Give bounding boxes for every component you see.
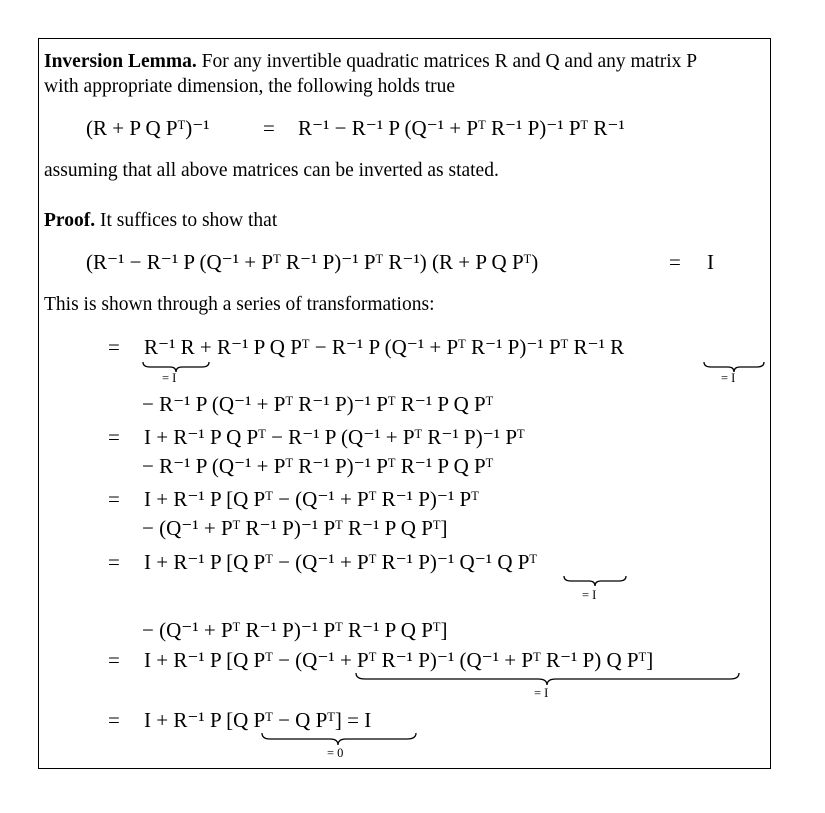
step1-underbrace-2-label: = I (721, 371, 736, 385)
lemma-assumption: assuming that all above matrices can be inverted as stated. (44, 160, 499, 181)
lemma-equation-lhs: (R + P Q Pᵀ)⁻¹ (86, 116, 210, 140)
step4-line-b: − (Q⁻¹ + Pᵀ R⁻¹ P)⁻¹ Pᵀ R⁻¹ P Q Pᵀ] (142, 618, 448, 642)
lemma-line-1 (44, 52, 697, 72)
step3-line-a: I + R⁻¹ P [Q Pᵀ − (Q⁻¹ + Pᵀ R⁻¹ P)⁻¹ Pᵀ (144, 487, 479, 511)
lemma-title: Inversion Lemma. (44, 51, 197, 72)
step5-line: I + R⁻¹ P [Q Pᵀ − (Q⁻¹ + Pᵀ R⁻¹ P)⁻¹ (Q⁻¹ + Pᵀ R⁻¹ P) Q Pᵀ] (144, 648, 654, 672)
lemma-equation-rhs: R⁻¹ − R⁻¹ P (Q⁻¹ + Pᵀ R⁻¹ P)⁻¹ Pᵀ R⁻¹ (298, 116, 625, 140)
step2-line-a: I + R⁻¹ P Q Pᵀ − R⁻¹ P (Q⁻¹ + Pᵀ R⁻¹ P)⁻¹ Pᵀ (144, 425, 525, 449)
step6-underbrace (261, 732, 417, 746)
proof-title: Proof. (44, 210, 96, 231)
lemma-text-1: For any invertible quadratic matrices R and Q and any matrix P (201, 51, 698, 72)
step1-underbrace-1-label: = I (162, 371, 177, 385)
step6-relation: = (108, 708, 120, 732)
step2-relation: = (108, 425, 120, 449)
step1-relation: = (108, 335, 120, 359)
step6-underbrace-label: = 0 (327, 746, 344, 760)
step4-relation: = (108, 550, 120, 574)
step5-underbrace (355, 672, 740, 686)
step3-line-b: − (Q⁻¹ + Pᵀ R⁻¹ P)⁻¹ Pᵀ R⁻¹ P Q Pᵀ] (142, 516, 448, 540)
step3-relation: = (108, 487, 120, 511)
proof-claim-rhs: I (707, 250, 714, 274)
step6-line: I + R⁻¹ P [Q Pᵀ − Q Pᵀ] = I (144, 708, 372, 732)
step4-underbrace-label: = I (582, 588, 597, 602)
lemma-line-2: with appropriate dimension, the following holds true (44, 76, 456, 97)
step2-line-b: − R⁻¹ P (Q⁻¹ + Pᵀ R⁻¹ P)⁻¹ Pᵀ R⁻¹ P Q Pᵀ (142, 454, 494, 478)
step1-line-a: R⁻¹ R + R⁻¹ P Q Pᵀ − R⁻¹ P (Q⁻¹ + Pᵀ R⁻¹ P)⁻¹ Pᵀ R⁻¹ R (144, 335, 625, 359)
proof-intro (44, 211, 277, 231)
step5-relation: = (108, 648, 120, 672)
step1-line-b: − R⁻¹ P (Q⁻¹ + Pᵀ R⁻¹ P)⁻¹ Pᵀ R⁻¹ P Q Pᵀ (142, 392, 494, 416)
transform-intro: This is shown through a series of transformations: (44, 294, 435, 315)
step4-line-a: I + R⁻¹ P [Q Pᵀ − (Q⁻¹ + Pᵀ R⁻¹ P)⁻¹ Q⁻¹ Q Pᵀ (144, 550, 538, 574)
step5-underbrace-label: = I (534, 686, 549, 700)
lemma-equation-relation: = (263, 116, 275, 140)
step4-underbrace (563, 575, 627, 587)
proof-intro-text: It suffices to show that (99, 210, 278, 231)
proof-claim-relation: = (669, 250, 681, 274)
proof-claim-lhs: (R⁻¹ − R⁻¹ P (Q⁻¹ + Pᵀ R⁻¹ P)⁻¹ Pᵀ R⁻¹) (R + P Q Pᵀ) (86, 250, 539, 274)
